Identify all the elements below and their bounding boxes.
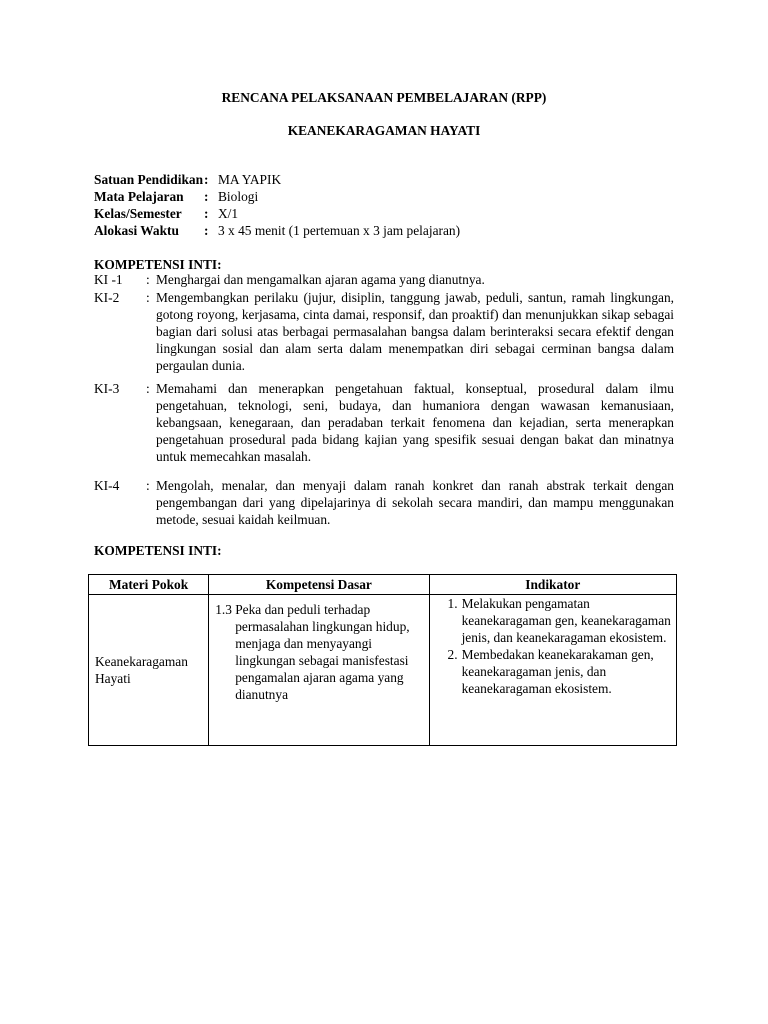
ki-colon: :	[146, 272, 150, 287]
header-materi-pokok: Materi Pokok	[89, 575, 209, 595]
ki-item-1	[94, 271, 674, 288]
ki-label: KI-4	[94, 478, 120, 493]
indikator-number: 1.	[447, 596, 458, 611]
indikator-text: Melakukan pengamatan keanekaragaman gen, keanekaragaman jenis, dan keanekaragaman ekosistem.	[461, 596, 671, 645]
meta-colon: :	[204, 172, 209, 187]
ki-text: Memahami dan menerapkan pengetahuan faktual, konseptual, prosedural dalam ilmu pengetahuan, teknologi, seni, budaya, dan humaniora dengan wawasan kemanusiaan, kebangsaan, kenegaraan, dan peradaban terkait fenomena dan kejadian, serta menerapkan pengetahuan prosedural pada bidang kajian yang spesifik sesuai dengan bakat dan minatnya untuk memecahkan masalah.	[156, 381, 674, 464]
document-title: RENCANA PELAKSANAAN PEMBELAJARAN (RPP)	[221, 90, 547, 105]
meta-label: Kelas/Semester	[94, 206, 182, 221]
header-indikator: Indikator	[429, 575, 676, 595]
meta-label: Alokasi Waktu	[94, 223, 179, 238]
indikator-text: Membedakan keanekarakaman gen, keanekaragaman jenis, dan keanekaragaman ekosistem.	[461, 647, 654, 696]
ki-label: KI-3	[94, 381, 120, 396]
meta-row-kelas	[94, 205, 694, 222]
ki-text: Mengembangkan perilaku (jujur, disiplin, tanggung jawab, peduli, santun, ramah lingkungan, gotong royong, kerjasama, cinta damai, responsif, dan proaktif) dan menunjukkan sikap sebagai bagian dari solusi atas berbagai permasalahan bangsa dalam berinteraksi secara efektif dengan lingkungan sosial dan alam serta dalam menempatkan diri sebagai cerminan bangsa dalam pergaulan dunia.	[156, 290, 674, 373]
meta-row-mapel	[94, 188, 694, 205]
indikator-list	[430, 595, 676, 697]
cell-materi-pokok: Keanekaragaman Hayati	[89, 595, 209, 746]
meta-value: 3 x 45 menit (1 pertemuan x 3 jam pelajaran)	[218, 223, 461, 238]
table-row	[89, 595, 677, 746]
ki-colon: :	[146, 290, 150, 305]
rpp-table	[88, 574, 677, 746]
ki-label: KI-2	[94, 290, 120, 305]
meta-value: Biologi	[218, 189, 259, 204]
ki-label: KI -1	[94, 272, 123, 287]
section-heading-kompetensi-inti-2: KOMPETENSI INTI:	[94, 543, 222, 558]
ki-item-4	[94, 477, 674, 528]
indikator-number: 2.	[447, 647, 458, 662]
ki-text: Mengolah, menalar, dan menyaji dalam ranah konkret dan ranah abstrak terkait dengan pengembangan dari yang dipelajarinya di sekolah secara mandiri, dan mampu menggunakan metode, sesuai kaidah keilmuan.	[156, 478, 674, 527]
meta-label: Mata Pelajaran	[94, 189, 184, 204]
meta-colon: :	[204, 206, 209, 221]
kd-item	[209, 595, 428, 703]
list-item	[434, 646, 672, 697]
meta-info	[94, 171, 694, 239]
header-kompetensi-dasar: Kompetensi Dasar	[209, 575, 429, 595]
meta-label: Satuan Pendidikan	[94, 172, 204, 187]
meta-row-alokasi	[94, 222, 694, 239]
ki-colon: :	[146, 478, 150, 493]
meta-colon: :	[204, 223, 209, 238]
document-subtitle: KEANEKARAGAMAN HAYATI	[287, 123, 481, 138]
meta-value: X/1	[218, 206, 239, 221]
kd-text: Peka dan peduli terhadap permasalahan lingkungan hidup, menjaga dan menyayangi lingkungan sebagai manisfestasi pengamalan ajaran agama yang dianutnya	[235, 602, 410, 702]
meta-colon: :	[204, 189, 209, 204]
cell-kompetensi-dasar	[209, 595, 429, 746]
ki-item-2	[94, 289, 674, 374]
ki-text: Menghargai dan mengamalkan ajaran agama yang dianutnya.	[156, 272, 485, 287]
table-header-row	[89, 575, 677, 595]
ki-colon: :	[146, 381, 150, 396]
list-item	[434, 595, 672, 646]
ki-item-3	[94, 380, 674, 465]
section-heading-kompetensi-inti: KOMPETENSI INTI:	[94, 257, 222, 272]
meta-value: MA YAPIK	[218, 172, 282, 187]
kd-number: 1.3	[215, 602, 232, 617]
cell-indikator	[429, 595, 676, 746]
meta-row-satuan	[94, 171, 694, 188]
